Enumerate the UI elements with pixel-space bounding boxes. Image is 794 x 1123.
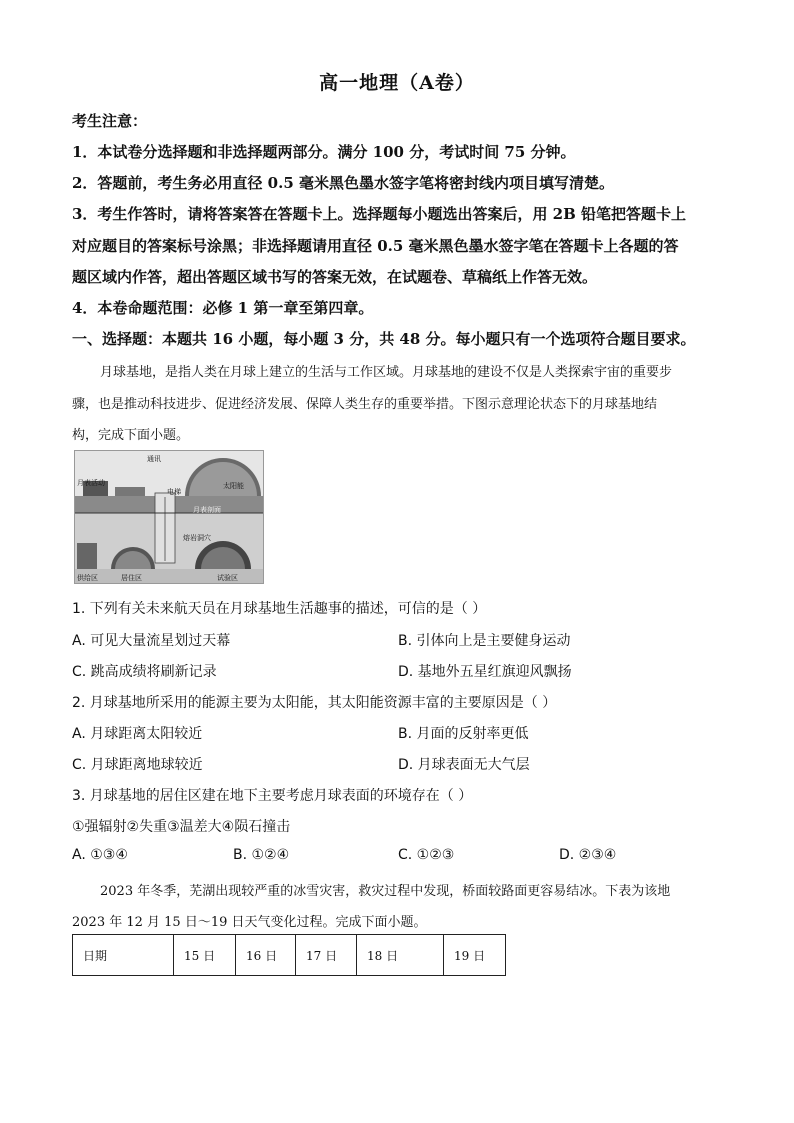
section-heading: 一、选择题：本题共 16 小题，每小题 3 分，共 48 分。每小题只有一个选项符合题目要求。 [72, 330, 696, 348]
lunar-base-figure [74, 450, 264, 584]
question-1-option-b[interactable]: B. 引体向上是主要健身运动 [398, 633, 571, 649]
table-cell-18: 18 日 [357, 935, 444, 976]
question-2-stem: 2. 月球基地所采用的能源主要为太阳能，其太阳能资源丰富的主要原因是（ ） [72, 695, 557, 711]
question-2-option-d[interactable]: D. 月球表面无大气层 [398, 757, 530, 773]
label-lunar-surface: 月表剖面 [193, 506, 221, 514]
question-2-option-a[interactable]: A. 月球距离太阳较近 [72, 726, 203, 742]
passage1-line-1: 月球基地，是指人类在月球上建立的生活与工作区域。月球基地的建设不仅是人类探索宇宙的重要步 [100, 365, 673, 380]
table-cell-15: 15 日 [174, 935, 236, 976]
question-3-stem: 3. 月球基地的居住区建在地下主要考虑月球表面的环境存在（ ） [72, 788, 473, 804]
question-3-option-c[interactable]: C. ①②③ [398, 847, 455, 863]
notice-item-3-cont2: 题区域内作答，超出答题区域书写的答案无效，在试题卷、草稿纸上作答无效。 [72, 268, 598, 286]
table-cell-16: 16 日 [236, 935, 296, 976]
passage2-line-1: 2023 年冬季，芜湖出现较严重的冰雪灾害，救灾过程中发现，桥面较路面更容易结冰。下表为该地 [100, 884, 671, 899]
question-2-option-c[interactable]: C. 月球距离地球较近 [72, 757, 203, 773]
question-3-option-b[interactable]: B. ①②④ [233, 847, 290, 863]
question-3-option-d[interactable]: D. ②③④ [559, 847, 617, 863]
label-elevator: 电梯 [167, 488, 181, 496]
notice-item-4: 4．本卷命题范围：必修 1 第一章至第四章。 [72, 299, 374, 317]
weather-table [72, 934, 506, 976]
question-1-option-a[interactable]: A. 可见大量流星划过天幕 [72, 633, 231, 649]
table-row [73, 935, 506, 976]
question-1-stem: 1. 下列有关未来航天员在月球基地生活趣事的描述，可信的是（ ） [72, 601, 487, 617]
notice-item-3: 3．考生作答时，请将答案答在答题卡上。选择题每小题选出答案后，用 2B 铅笔把答题卡上 [72, 205, 687, 223]
label-moon-activity: 月表活动 [77, 479, 105, 487]
question-1-option-d[interactable]: D. 基地外五星红旗迎风飘扬 [398, 664, 572, 680]
question-1-option-c[interactable]: C. 跳高成绩将刷新记录 [72, 664, 217, 680]
question-2-option-b[interactable]: B. 月面的反射率更低 [398, 726, 529, 742]
notice-item-2: 2．答题前，考生务必用直径 0.5 毫米黑色墨水签字笔将密封线内项目填写清楚。 [72, 174, 614, 192]
passage1-line-3: 构，完成下面小题。 [72, 428, 190, 443]
question-3-subitems: ①强辐射②失重③温差大④陨石撞击 [72, 819, 291, 835]
label-comm: 通讯 [147, 455, 161, 463]
passage1-line-2: 骤，也是推动科技进步、促进经济发展、保障人类生存的重要举措。下图示意理论状态下的月球基地结 [72, 397, 658, 412]
label-supply: 供给区 [77, 574, 98, 582]
table-cell-19: 19 日 [444, 935, 506, 976]
label-test: 试验区 [217, 574, 238, 582]
notice-item-3-cont: 对应题目的答案标号涂黑；非选择题请用直径 0.5 毫米黑色墨水签字笔在答题卡上各题的答 [72, 237, 679, 255]
table-cell-date-header: 日期 [73, 935, 174, 976]
question-3-option-a[interactable]: A. ①③④ [72, 847, 128, 863]
notice-heading: 考生注意： [72, 112, 148, 130]
lunar-base-diagram [75, 451, 263, 583]
notice-item-1: 1．本试卷分选择题和非选择题两部分。满分 100 分，考试时间 75 分钟。 [72, 143, 576, 161]
page-title: 高一地理（A卷） [319, 72, 475, 94]
table-cell-17: 17 日 [296, 935, 357, 976]
label-lava-tube: 熔岩洞穴 [183, 534, 211, 542]
label-living: 居住区 [121, 574, 142, 582]
passage2-line-2: 2023 年 12 月 15 日～19 日天气变化过程。完成下面小题。 [72, 915, 427, 930]
label-solar: 太阳能 [223, 482, 244, 490]
